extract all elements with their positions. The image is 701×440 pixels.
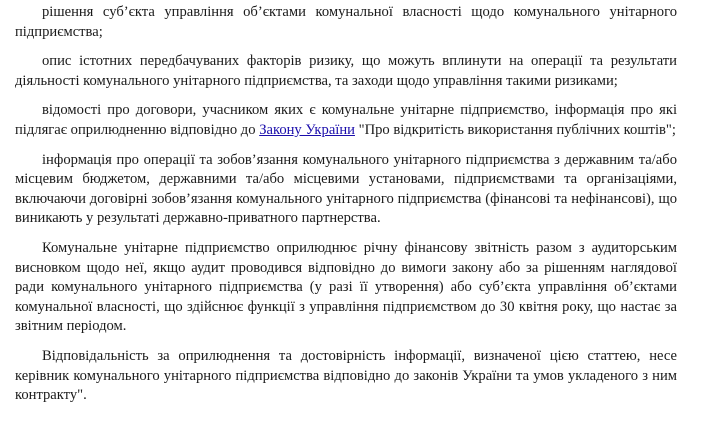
paragraph-decision: рішення суб’єкта управління об’єктами комунальної власності щодо комунального унітарного підприємства; [15, 4, 677, 40]
paragraph-risk-factors: опис істотних передбачуваних факторів ризику, що можуть вплинути на операції та результати діяльності комунального унітарного підприємства, та заходи щодо управління такими ризиками; [15, 53, 677, 89]
paragraph-contracts-text-after: "Про відкритість використання публічних коштів"; [354, 121, 676, 138]
paragraph-operations: інформація про операції та зобов’язання комунального унітарного підприємства з державним та/або місцевим бюджетом, державними та/або місцевими установами, підприємствами та організаціями, включаючи договірні зобов’язання комунального унітарного підприємства (фінансові та нефінансові), що виникають у результаті державно-приватного партнерства. [15, 151, 677, 227]
paragraph-responsibility: Відповідальність за оприлюднення та достовірність інформації, визначеної цією статтею, несе керівник комунального унітарного підприємства відповідно до законів України та умов укладеного з ним контракту". [15, 347, 677, 404]
paragraph-financial-reporting: Комунальне унітарне підприємство оприлюднює річну фінансову звітність разом з аудиторським висновком щодо неї, якщо аудит проводився відповідно до вимоги закону або за рішенням наглядової ради комунального унітарного підприємства (у разі її утворення) або суб’єкта управління об’єктами комунальної власності, що здійснює функції з управління підприємством до 30 квітня року, що настає за звітним періодом. [15, 239, 677, 335]
paragraph-contracts-text-before: відомості про договори, учасником яких є комунальне унітарне підприємство, інформація про які підлягає оприлюдненню відповідно до [15, 102, 677, 138]
law-link[interactable]: Закону України [259, 121, 355, 138]
document-body [15, 3, 677, 406]
paragraph-contracts [15, 101, 677, 140]
